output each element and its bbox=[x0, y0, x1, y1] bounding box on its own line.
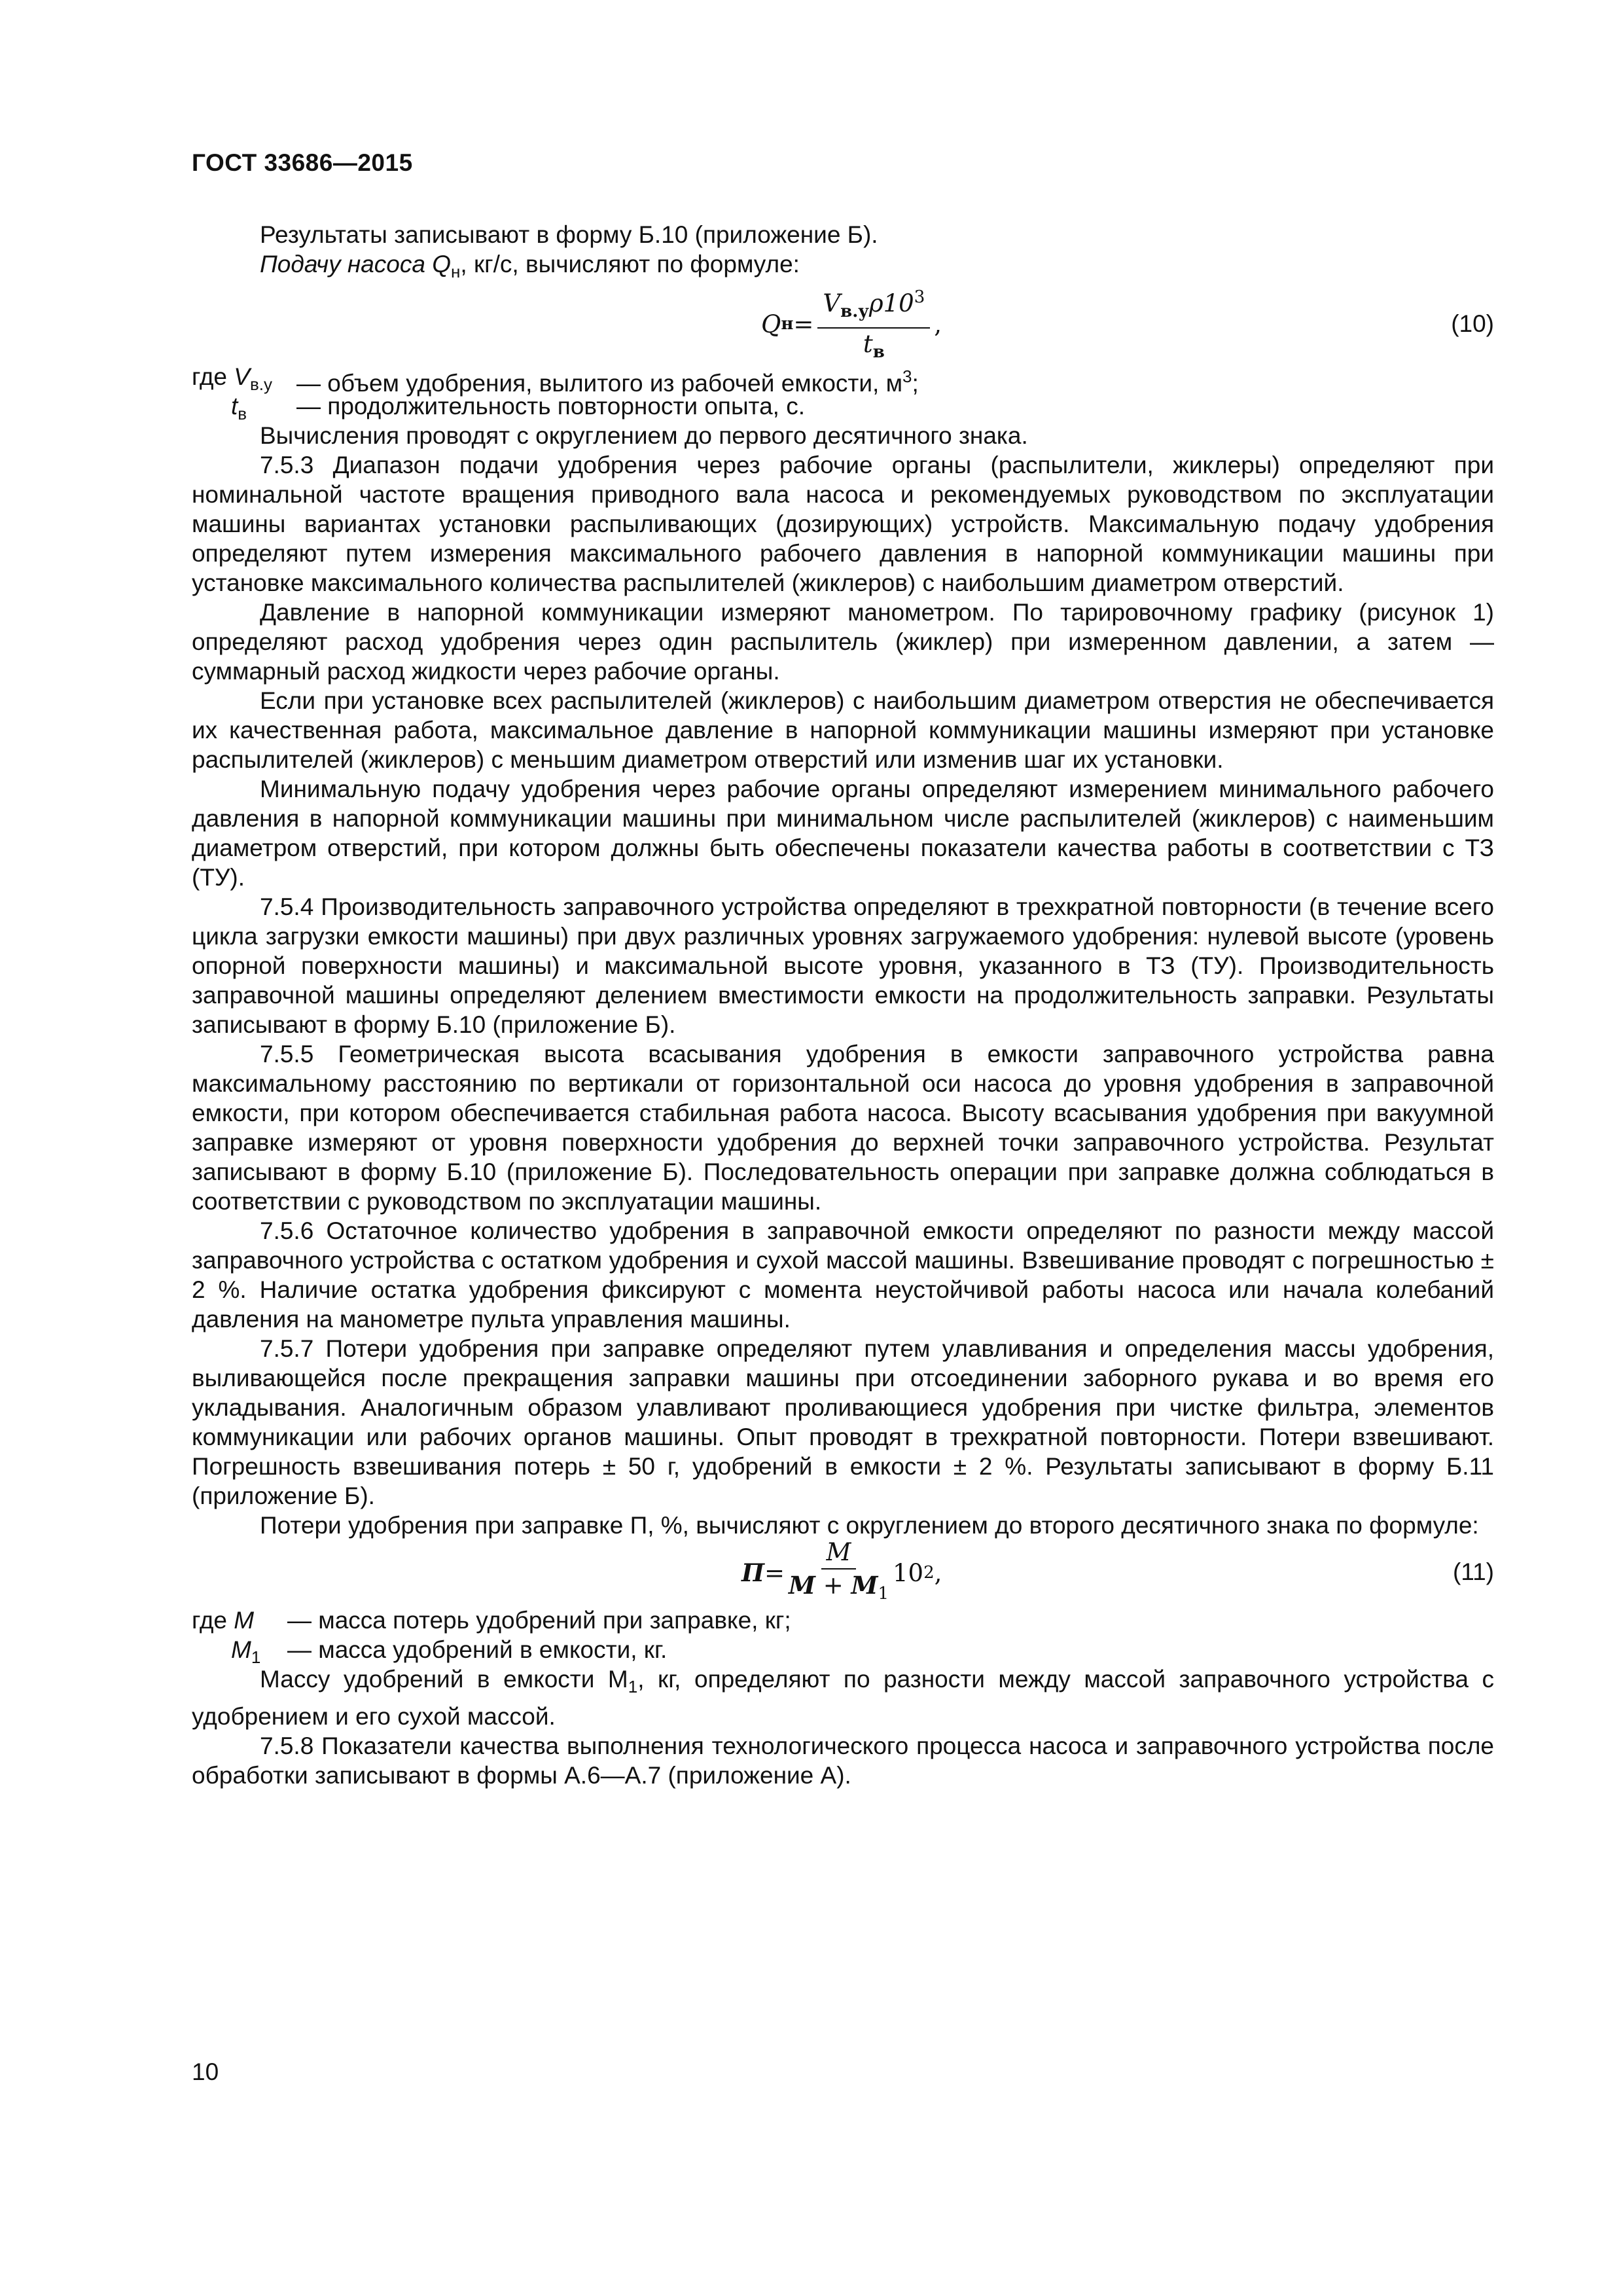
formula-11 bbox=[192, 1537, 1494, 1605]
paragraph-7-5-7: 7.5.7 Потери удобрения при заправке определяют путем улавливания и определения массы удобрения, выливающейся после прекращения заправки машины при отсоединении заборного рукава и во время его укладывания. Аналогичным образом улавливают проливающиеся удобрения при чистке фильтра, элементов коммуникации или рабочих органов машины. Опыт проводят в трехкратной повторности. Потери взвешивают. Погрешность взвешивания потерь ± 50 г, удобрений в емкости ± 2 %. Результаты записывают в форму Б.11 (приложение Б). bbox=[192, 1335, 1494, 1509]
paragraph-tank-mass: Массу удобрений в емкости $M_1$, кг, определяют по разности между массой заправочного устройства с удобрением и его сухой массой. bbox=[192, 1666, 1494, 1730]
definition-volume: где $V_{в.у}$ — объем удобрения, вылитого из рабочей емкости, $м^3$; bbox=[192, 363, 919, 397]
definition-duration: $t_в$ — продолжительность повторности опыта, с. bbox=[231, 393, 805, 423]
formula-10 bbox=[192, 287, 1494, 362]
paragraph-7-5-5: 7.5.5 Геометрическая высота всасывания удобрения в емкости заправочного устройства равна максимальному расстоянию по вертикали от горизонтальной оси насоса до уровня удобрения в заправочной емкости, при котором обеспечивается стабильная работа насоса. Высоту всасывания удобрения при вакуумной заправке измеряют от уровня поверхности удобрения до верхней точки заправочного устройства. Результат записывают в форму Б.10 (приложение Б). Последовательность операции при заправке должна соблюдаться в соответствии с руководством по эксплуатации машины. bbox=[192, 1041, 1494, 1215]
paragraph-7-5-3: 7.5.3 Диапазон подачи удобрения через рабочие органы (распылители, жиклеры) определяют при номинальной частоте вращения приводного вала насоса и рекомендуемых руководством по эксплуатации машины вариантах установки распыливающих (дозирующих) устройств. Максимальную подачу удобрения определяют путем измерения максимального рабочего давления в напорной коммуникации машины при установке максимального количества распылителей (жиклеров) с наибольшим диаметром отверстий. bbox=[192, 452, 1494, 596]
formula-10-number: (10) bbox=[1451, 310, 1494, 337]
formula-11-number: (11) bbox=[1452, 1558, 1494, 1585]
document-body bbox=[192, 220, 1494, 1790]
document-code: ГОСТ 33686—2015 bbox=[192, 149, 413, 176]
definition-loss-mass: где M — масса потерь удобрений при заправке, кг; bbox=[192, 1607, 791, 1634]
paragraph-7-5-6: 7.5.6 Остаточное количество удобрения в заправочной емкости определяют по разности между массой заправочного устройства с остатком удобрения и сухой массой машины. Взвешивание проводят с погрешностью ± 2 %. Наличие остатка удобрения фиксируют с момента неустойчивой работы насоса или начала колебаний давления на манометре пульта управления машины. bbox=[192, 1217, 1494, 1333]
definition-tank-mass: $M_1$ — масса удобрений в емкости, кг. bbox=[231, 1636, 668, 1667]
formula-11-expression: П = $\frac{M}{M + M_1}$ 10 2 , bbox=[741, 1540, 942, 1605]
paragraph-rounding: Вычисления проводят с округлением до первого десятичного знака. bbox=[260, 422, 1028, 449]
paragraph-minimal-feed: Минимальную подачу удобрения через рабочие органы определяют измерением минимального рабочего давления в напорной коммуникации машины при минимальном числе распылителей (жиклеров) с наименьшим диаметром отверстий, при котором должны быть обеспечены показатели качества работы в соответствии с ТЗ (ТУ). bbox=[192, 776, 1494, 891]
paragraph-losses-formula-intro: Потери удобрения при заправке П, %, вычисляют с округлением до второго десятичного знака по формуле: bbox=[260, 1512, 1479, 1539]
paragraph-7-5-8: 7.5.8 Показатели качества выполнения технологического процесса насоса и заправочного устройства после обработки записывают в формы А.6—А.7 (приложение А). bbox=[192, 1732, 1494, 1789]
paragraph-results-form: Результаты записывают в форму Б.10 (приложение Б). bbox=[260, 221, 878, 248]
formula-11-fraction: $\frac{M}{M + M_1}$ bbox=[788, 1537, 889, 1604]
paragraph-pressure: Давление в напорной коммуникации измеряют манометром. По тарировочному графику (рисунок 1) определяют расход удобрения через один распылитель (жиклер) при измеренном давлении, а затем — суммарный расход жидкости через рабочие органы. bbox=[192, 599, 1494, 685]
formula-10-expression: Q н = $\frac{V_{в.у}\rho 10^3}{t_в}$ , bbox=[761, 287, 942, 362]
formula-10-fraction: $\frac{V_{в.у}\rho 10^3}{t_в}$ bbox=[817, 283, 930, 367]
page-number: 10 bbox=[192, 2058, 219, 2085]
paragraph-pump-feed-intro: Подачу насоса $Q_н$, кг/с, вычисляют по формуле: bbox=[260, 251, 800, 281]
paragraph-7-5-4: 7.5.4 Производительность заправочного устройства определяют в трехкратной повторности (в течение всего цикла загрузки емкости машины) при двух различных уровнях загружаемого удобрения: нулевой высоте (уровень опорной поверхности машины) и максимальной высоте уровня, указанного в ТЗ (ТУ). Производительность заправочной машины определяют делением вместимости емкости на продолжительность заправки. Результаты записывают в форму Б.10 (приложение Б). bbox=[192, 893, 1494, 1038]
paragraph-sprayers: Если при установке всех распылителей (жиклеров) с наибольшим диаметром отверстия не обеспечивается их качественная работа, максимальное давление в напорной коммуникации машины измеряют при установке распылителей (жиклеров) с меньшим диаметром отверстий или изменив шаг их установки. bbox=[192, 687, 1494, 773]
